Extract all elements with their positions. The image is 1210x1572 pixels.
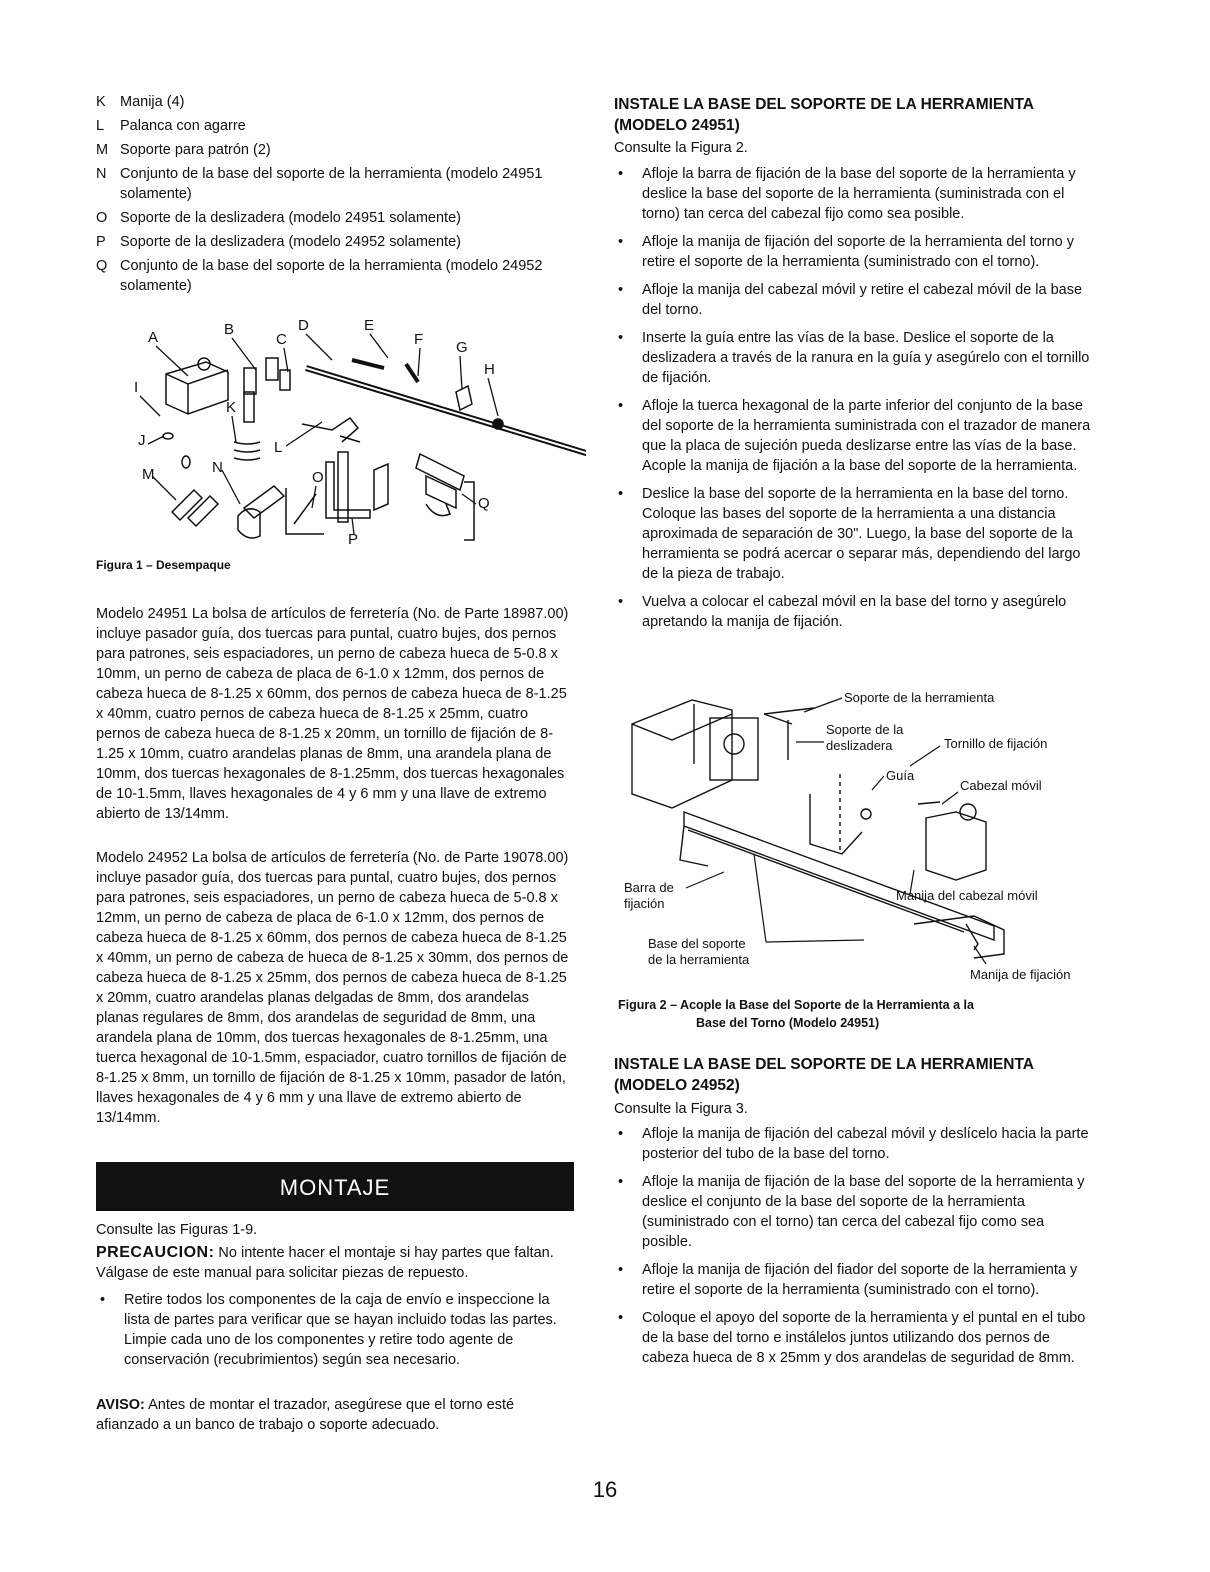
section-24951-bullets — [614, 164, 1094, 640]
list-item: • Afloje la tuerca hexagonal de la parte inferior del conjunto de la base del soporte de la herramienta suministrada con el trazador de manera que la placa de sujeción pueda deslizarse entre las vías de la base. Acople la manija de fijación a la base del soporte de la herramienta. — [614, 396, 1094, 476]
label-base: Base del soporte — [648, 936, 746, 951]
figure-label: J — [138, 432, 146, 449]
figure-label: L — [274, 439, 283, 456]
figure-label: P — [348, 531, 359, 548]
figure-label: O — [312, 469, 324, 486]
section-24951-consult: Consulte la Figura 2. — [614, 140, 748, 156]
label-base: de la herramienta — [648, 952, 750, 967]
section-24952-consult: Consulte la Figura 3. — [614, 1101, 748, 1117]
figure-label: G — [456, 339, 468, 356]
label-set-screw: Tornillo de fijación — [944, 736, 1048, 751]
label-tailstock-handle: Manija del cabezal móvil — [896, 888, 1038, 903]
list-item: • Afloje la barra de fijación de la base del soporte de la herramienta y deslice la base del soporte de la herramienta (suministrada con el torno) tan cerca del cabezal fijo como sea posible. — [614, 164, 1094, 224]
figure-label: F — [414, 331, 424, 348]
list-item: M Soporte para patrón (2) — [96, 142, 271, 158]
figure-label: B — [224, 321, 235, 338]
label-lock-bar: Barra de — [624, 880, 674, 895]
notice-text: Antes de montar el trazador, asegúrese que el torno esté afianzado a un banco de trabajo o soporte adecuado. — [96, 1397, 515, 1433]
list-item: N Conjunto de la base del soporte de la herramienta (modelo 24951 solamente) — [96, 166, 543, 202]
figure-label: N — [212, 459, 223, 476]
figure-label: E — [364, 317, 375, 334]
caution-label: PRECAUCION: — [96, 1244, 215, 1261]
figure-2-caption-line: Figura 2 – Acople la Base del Soporte de la Herramienta a la — [618, 998, 974, 1012]
list-item: • Deslice la base del soporte de la herramienta en la base del torno. Coloque las bases del soporte de la herramienta a una distancia aproximada de separación de 30". Luego, la base del soporte de la herramienta se podrá acercar o separar más, dependiendo del largo de la pieza de trabajo. — [614, 484, 1094, 584]
label-lock-handle: Manija de fijación — [970, 967, 1071, 982]
caution-paragraph — [96, 1243, 574, 1283]
label-guide: Guía — [886, 768, 915, 783]
section-24952-bullets — [614, 1124, 1094, 1376]
figure-label: K — [226, 399, 237, 416]
section-heading-24951: INSTALE LA BASE DEL SOPORTE DE LA HERRAMIENTA (MODELO 24951) — [614, 96, 1034, 134]
notice-label: AVISO: — [96, 1397, 145, 1413]
caution-text: No intente hacer el montaje si hay partes que faltan. Válgase de este manual para solicitar piezas de repuesto. — [96, 1245, 554, 1281]
hardware-24951-paragraph: Modelo 24951 La bolsa de artículos de ferretería (No. de Parte 18987.00) incluye pasador guía, dos tuercas para puntal, cuatro bujes, dos pernos para patrones, seis espaciadores, un perno de cabeza hueca de 5-0.8 x 10mm, un perno de cabeza de placa de 6-1.0 x 12mm, dos pernos de cabeza hueca de 8-1.25 x 60mm, dos pernos de cabeza hueca de 8-1.25 x 40mm, cuatro pernos de cabeza hueca de 8-1.25 x 25mm, cuatro pernos de cabeza hueca de 8-1.25 x 20mm, un tornillo de fijación de 8-1.25 x 10mm, cuatro arandelas planas de 8mm, una arandela plana de 10mm, dos tuercas hexagonales de 8-1.25mm, dos tuercas hexagonales de 10-1.5mm, llaves hexagonales de 4 y 6 mm y una llave de extremo abierto de 13/14mm. — [96, 606, 569, 822]
list-item: • Afloje la manija de fijación del cabezal móvil y deslícelo hacia la parte posterior del tubo de la base del torno. — [614, 1124, 1094, 1164]
list-item: • Coloque el apoyo del soporte de la herramienta y el puntal en el tubo de la base del torno e instálelos juntos utilizando dos pernos de cabeza hueca de 8 x 25mm y dos arandelas de seguridad de 8mm. — [614, 1308, 1094, 1368]
figure-2-caption — [618, 996, 1088, 1032]
label-slide-support: Soporte de la — [826, 722, 904, 737]
parts-list — [96, 92, 586, 300]
figure-1-parts-illustration — [126, 312, 586, 554]
list-item: • Retire todos los componentes de la caja de envío e inspeccione la lista de partes para verificar que se hayan incluido todas las partes. Limpie cada uno de los componentes y retire todo agente de conservación (recubrimientos) según sea necesario. — [96, 1290, 574, 1370]
figure-label: D — [298, 317, 309, 334]
label-lock-bar: fijación — [624, 896, 665, 911]
montaje-banner: MONTAJE — [96, 1162, 574, 1211]
label-tool-support: Soporte de la herramienta — [844, 690, 995, 705]
list-item: L Palanca con agarre — [96, 118, 246, 134]
notice-paragraph — [96, 1395, 574, 1435]
list-item: • Afloje la manija de fijación del soporte de la herramienta del torno y retire el soporte de la herramienta (suministrado con el torno). — [614, 232, 1094, 272]
figure-2-lathe-illustration — [614, 684, 1094, 994]
list-item: K Manija (4) — [96, 94, 185, 110]
figure-label: H — [484, 361, 495, 378]
list-item: O Soporte de la deslizadera (modelo 24951 solamente) — [96, 210, 461, 226]
list-item: • Vuelva a colocar el cabezal móvil en la base del torno y asegúrelo apretando la manija de fijación. — [614, 592, 1094, 632]
figure-2-caption-line: Base del Torno (Modelo 24951) — [696, 1016, 880, 1030]
section-heading-24952: INSTALE LA BASE DEL SOPORTE DE LA HERRAMIENTA (MODELO 24952) — [614, 1056, 1034, 1094]
montaje-bullets — [96, 1290, 574, 1378]
list-item: • Afloje la manija de fijación del fiador del soporte de la herramienta y retire el soporte de la herramienta (suministrado con el torno). — [614, 1260, 1094, 1300]
figure-1-caption: Figura 1 – Desempaque — [96, 558, 231, 572]
page-number: 16 — [592, 1477, 618, 1502]
label-tailstock: Cabezal móvil — [960, 778, 1042, 793]
figure-label: Q — [478, 495, 490, 512]
hardware-24952-paragraph: Modelo 24952 La bolsa de artículos de ferretería (No. de Parte 19078.00) incluye pasador guía, dos tuercas para puntal, cuatro bujes, dos pernos para patrones, seis espaciadores, un perno de cabeza hueca de 5-0.8 x 12mm, un perno de cabeza de placa de 6-1.0 x 12mm, dos pernos de cabeza hueca de 8-1.25 x 60mm, dos pernos de cabeza hueca de 8-1.25 x 40mm, un perno de cabeza de hueca de 8-1.25 x 30mm, dos pernos de cabeza hueca de 8-1.25 x 25mm, dos pernos de cabeza hueca de 8-1.25 x 20mm, cuatro arandelas planas delgadas de 8mm, dos arandelas planas regulares de 8mm, dos arandelas de seguridad de 8mm, una arandela plana de 10mm, dos tuercas hexagonales de 8-1.25mm, una tuerca hexagonal de 10-1.5mm, espaciador, cuatro tornillos de fijación de 8-1.25 x 8mm, un tornillo de fijación de 8-1.25 x 10mm, pasador de latón, llaves hexagonales de 4 y 6 mm y una llave de extremo abierto de 13/14mm. — [96, 850, 569, 1126]
list-item: • Inserte la guía entre las vías de la base. Deslice el soporte de la deslizadera a través de la ranura en la guía y asegúrelo con el tornillo de fijación. — [614, 328, 1094, 388]
figure-label: C — [276, 331, 287, 348]
figure-label: A — [148, 329, 159, 346]
label-slide-support: deslizadera — [826, 738, 893, 753]
list-item: • Afloje la manija del cabezal móvil y retire el cabezal móvil de la base del torno. — [614, 280, 1094, 320]
figure-label: I — [134, 379, 139, 396]
list-item: P Soporte de la deslizadera (modelo 24952 solamente) — [96, 234, 461, 250]
montaje-consult: Consulte las Figuras 1-9. — [96, 1222, 258, 1238]
list-item: Q Conjunto de la base del soporte de la herramienta (modelo 24952 solamente) — [96, 258, 543, 294]
figure-label: M — [142, 466, 155, 483]
list-item: • Afloje la manija de fijación de la base del soporte de la herramienta y deslice el conjunto de la base del soporte de la herramienta (suministrado con el torno) tan cerca del cabezal fijo como sea posible. — [614, 1172, 1094, 1252]
